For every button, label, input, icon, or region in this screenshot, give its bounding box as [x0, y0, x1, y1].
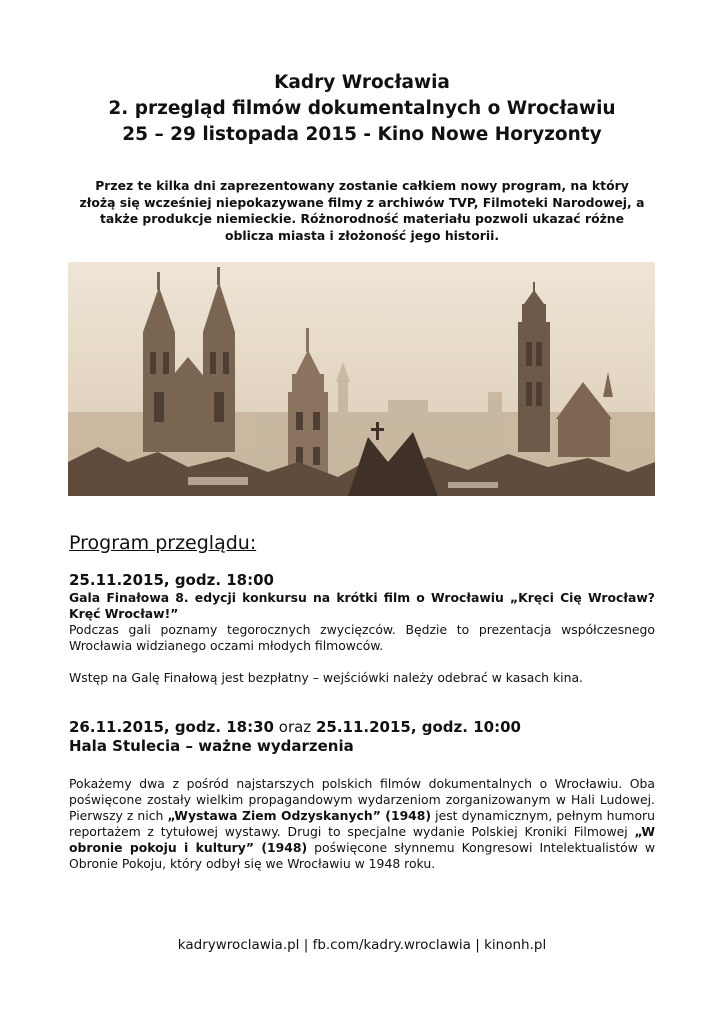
- wroclaw-skyline-photo: [68, 262, 655, 496]
- event-hala-dates: [69, 718, 655, 737]
- header-subtitle: 2. przegląd filmów dokumentalnych o Wrocławiu: [108, 98, 616, 119]
- film-title-1: „Wystawa Ziem Odzyskanych” (1948): [167, 808, 432, 823]
- event-hala-description: [69, 776, 655, 872]
- poster-header: [0, 70, 724, 148]
- event-gala-date: 25.11.2015, godz. 18:00: [69, 571, 274, 589]
- event-gala: [69, 571, 655, 686]
- event-hala-date-b: 25.11.2015, godz. 10:00: [315, 718, 521, 736]
- intro-text: Przez te kilka dni zaprezentowany zostanie całkiem nowy program, na który złożą się wcześniej niepokazywane filmy z archiwów TVP, Filmoteki Narodowej, a także produkcje niemieckie. Różnorodność materiału pozwoli ukazać różne oblicza miasta i złożoność jego historii.: [79, 178, 645, 243]
- film-title-2: „W obronie pokoju i kultury” (1948): [69, 824, 655, 855]
- event-hala-stulecia: [69, 718, 655, 872]
- skyline-illustration: [68, 262, 655, 496]
- footer-links: kadrywroclawia.pl | fb.com/kadry.wroclawia | kinonh.pl: [177, 937, 547, 953]
- event-hala-title: Hala Stulecia – ważne wydarzenia: [69, 737, 354, 755]
- event-hala-date-joiner: oraz: [274, 718, 316, 736]
- header-dates: 25 – 29 listopada 2015 - Kino Nowe Horyzonty: [122, 124, 602, 145]
- program-heading: Program przeglądu:: [69, 532, 257, 554]
- event-hala-date-a: 26.11.2015, godz. 18:30: [69, 718, 274, 736]
- event-hala-text-1: Pokażemy dwa z pośród najstarszych polskich filmów dokumentalnych o Wrocławiu. Oba poświęcone zostały wielkim propagandowym wydarzeniom zorganizowanym w Hali Ludowej. Pierwszy z nich: [69, 776, 655, 823]
- event-gala-title: Gala Finałowa 8. edycji konkursu na krótki film o Wrocławiu „Kręci Cię Wrocław? Kręć Wrocław!”: [69, 590, 655, 621]
- event-gala-entry-note: Wstęp na Galę Finałową jest bezpłatny – wejściówki należy odebrać w kasach kina.: [69, 670, 583, 685]
- event-hala-text-3: poświęcone słynnemu Kongresowi Intelektualistów w Obronie Pokoju, który odbył się we Wrocławiu w 1948 roku.: [69, 840, 655, 871]
- event-hala-text-2: jest dynamicznym, pełnym humoru reportażem z tytułowej wystawy. Drugi to specjalne wydanie Polskiej Kroniki Filmowej: [69, 808, 655, 839]
- event-gala-description: Podczas gali poznamy tegorocznych zwycięzców. Będzie to prezentacja współczesnego Wrocławia widzianego oczami młodych filmowców.: [69, 622, 655, 653]
- header-title: Kadry Wrocławia: [274, 72, 450, 93]
